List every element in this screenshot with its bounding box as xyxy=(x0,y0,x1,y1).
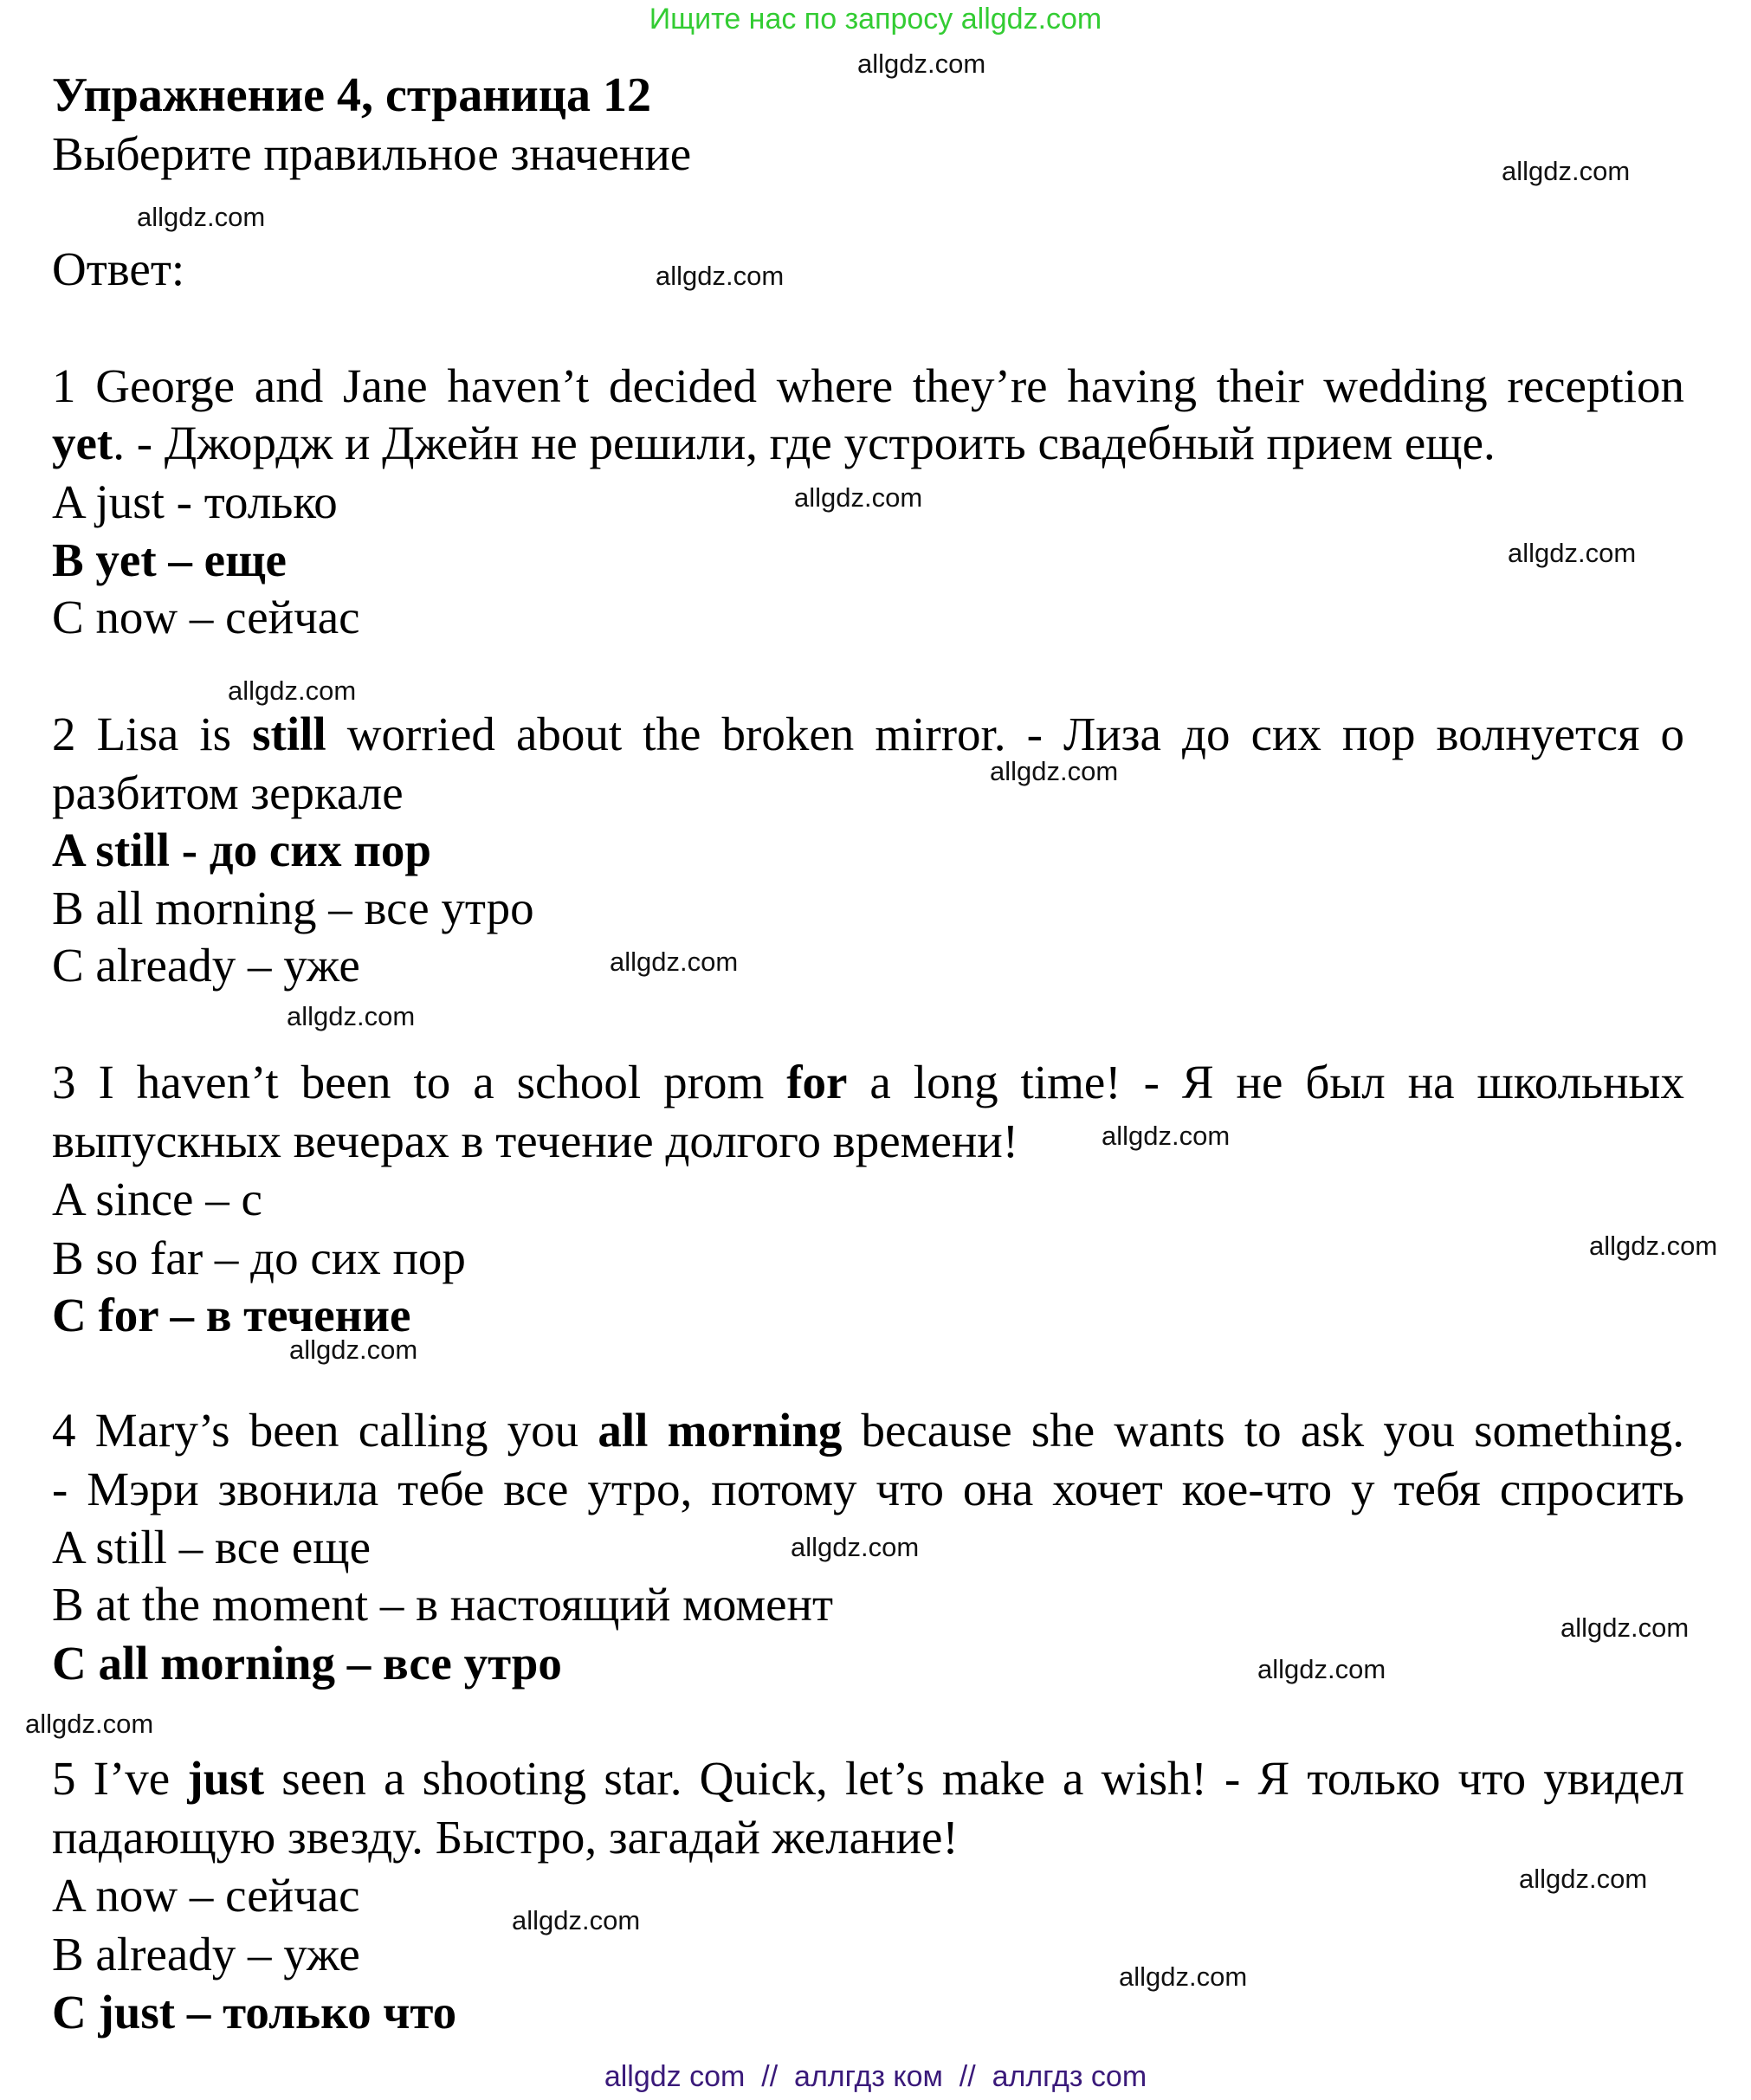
question-text: . - Джордж и Джейн не решили, где устроить свадебный прием еще. xyxy=(113,417,1496,469)
question-3-line-2: выпускных вечерах в течение долгого времени! xyxy=(52,1115,1019,1167)
question-1-line-2 xyxy=(52,413,1684,474)
question-5-line-2: падающую звезду. Быстро, загадай желание! xyxy=(52,1811,959,1864)
key-word: yet xyxy=(52,417,113,469)
watermark: allgdz.com xyxy=(287,1001,416,1031)
key-word: still xyxy=(252,708,326,760)
watermark: allgdz.com xyxy=(228,675,357,706)
watermark: allgdz.com xyxy=(1519,1864,1648,1894)
question-text: 3 I haven’t been to a school prom xyxy=(52,1056,787,1108)
question-4-line-2: - Мэри звонила тебе все утро, потому что она хочет кое-что у тебя спросить xyxy=(52,1463,1684,1515)
key-word: all morning xyxy=(598,1404,843,1457)
option-4a: A still – все еще xyxy=(52,1521,372,1573)
question-2-line-2: разбитом зеркале xyxy=(52,766,404,819)
watermark: allgdz.com xyxy=(512,1905,641,1935)
watermark: allgdz.com xyxy=(656,261,785,291)
footer-banner: allgdz com // аллгдз ком // аллгдз com xyxy=(604,2060,1147,2093)
watermark: allgdz.com xyxy=(990,756,1119,786)
watermark: allgdz.com xyxy=(794,482,923,513)
watermark: allgdz.com xyxy=(1502,156,1631,186)
watermark: allgdz.com xyxy=(1589,1231,1718,1261)
question-1-line-1: 1 George and Jane haven’t decided where they’re having their wedding reception xyxy=(52,359,1684,412)
question-text: worried about the broken mirror. - Лиза до сих пор волнуется о xyxy=(326,708,1684,760)
subtitle: Выберите правильное значение xyxy=(52,127,692,180)
option-5a: A now – сейчас xyxy=(52,1869,360,1922)
watermark: allgdz.com xyxy=(137,202,266,232)
watermark: allgdz.com xyxy=(1257,1654,1386,1684)
watermark: allgdz.com xyxy=(610,947,739,977)
option-4c-correct: C all morning – все утро xyxy=(52,1637,562,1690)
option-2b: B all morning – все утро xyxy=(52,882,534,934)
option-1a: A just - только xyxy=(52,475,338,528)
watermark: allgdz.com xyxy=(25,1709,154,1739)
question-5-line-1 xyxy=(52,1748,1684,1809)
watermark: allgdz.com xyxy=(289,1334,418,1365)
question-text: seen a shooting star. Quick, let’s make a wish! - Я только что увидел xyxy=(264,1752,1684,1805)
option-2c: C already – уже xyxy=(52,939,360,992)
answer-label: Ответ: xyxy=(52,242,185,295)
option-3b: B so far – до сих пор xyxy=(52,1231,466,1284)
option-5c-correct: C just – только что xyxy=(52,1986,457,2039)
watermark: allgdz.com xyxy=(1560,1612,1690,1643)
question-2-line-1 xyxy=(52,704,1684,765)
key-word: for xyxy=(786,1056,848,1108)
watermark: allgdz.com xyxy=(1102,1121,1231,1151)
header-banner: Ищите нас по запросу allgdz.com xyxy=(649,3,1102,36)
question-3-line-1 xyxy=(52,1052,1684,1113)
option-5b: B already – уже xyxy=(52,1928,360,1980)
option-2a-correct: A still - до сих пор xyxy=(52,824,432,876)
key-word: just xyxy=(187,1752,265,1805)
option-1c: C now – сейчас xyxy=(52,591,360,643)
page-title: Упражнение 4, страница 12 xyxy=(52,68,652,122)
option-1b-correct: B yet – еще xyxy=(52,533,287,586)
option-3a: A since – с xyxy=(52,1173,262,1225)
question-text: 5 I’ve xyxy=(52,1752,188,1805)
watermark: allgdz.com xyxy=(857,48,986,79)
question-4-line-1 xyxy=(52,1400,1684,1461)
question-text: a long time! - Я не был на школьных xyxy=(847,1056,1684,1108)
question-text: because she wants to ask you something. xyxy=(842,1404,1685,1457)
question-text: 4 Mary’s been calling you xyxy=(52,1404,598,1457)
question-text: 2 Lisa is xyxy=(52,708,253,760)
option-3c-correct: C for – в течение xyxy=(52,1289,411,1341)
watermark: allgdz.com xyxy=(1119,1961,1248,1992)
watermark: allgdz.com xyxy=(791,1532,920,1562)
watermark: allgdz.com xyxy=(1508,538,1637,568)
option-4b: B at the moment – в настоящий момент xyxy=(52,1578,834,1631)
